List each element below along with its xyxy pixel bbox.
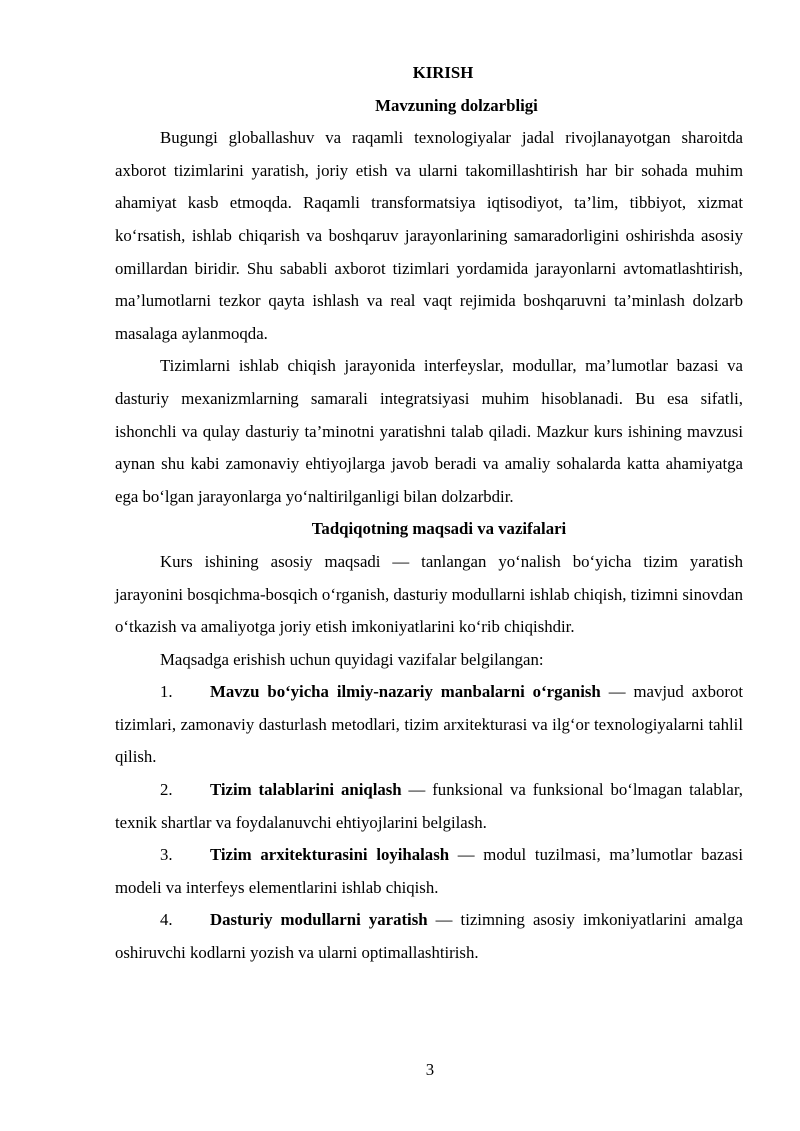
task-item-4: [115, 904, 743, 969]
task-number: 3.: [160, 845, 173, 865]
task-heading: Tizim arxitekturasini loyihalash: [210, 845, 450, 865]
task-heading: Mavzu bo‘yicha ilmiy-nazariy manbalarni o‘rganish: [210, 682, 601, 702]
task-description: — tizimning asosiy imkoniyatlarini amalga oshiruvchi kodlarni yozish va ularni optimallashtirish.: [115, 910, 743, 963]
task-item-1: [115, 676, 743, 774]
task-heading: Tizim talablarini aniqlash: [210, 780, 402, 800]
intro-paragraph-1: Bugungi globallashuv va raqamli texnologiyalar jadal rivojlanayotgan sharoitda axborot tizimlarini yaratish, joriy etish va ularni takomillashtirish har bir sohada muhim ahamiyat kasb etmoqda. Raqamli transformatsiya iqtisodiyot, ta’lim, tibbiyot, xizmat ko‘rsatish, ishlab chiqarish va boshqaruv jarayonlarining samaradorligini oshirishda asosiy omillardan biridir. Shu sababli axborot tizimlari yordamida jarayonlarni avtomatlashtirish, ma’lumotlarni tezkor qayta ishlash va real vaqt rejimida boshqaruvni ta’minlash dolzarb masalaga aylanmoqda.: [115, 128, 743, 343]
intro-paragraph-2: Tizimlarni ishlab chiqish jarayonida interfeyslar, modullar, ma’lumotlar bazasi va dasturiy mexanizmlarning samarali integratsiyasi muhim hisoblanadi. Bu esa sifatli, ishonchli va qulay dasturiy ta’minotni yaratishni talab qiladi. Mazkur kurs ishining mavzusi aynan shu kabi zamonaviy ehtiyojlarga javob beradi va amaliy sohalarda katta ahamiyatga ega bo‘lgan jarayonlarga yo‘naltirilganligi bilan dolzarbdir.: [115, 356, 743, 506]
task-description: — modul tuzilmasi, ma’lumotlar bazasi modeli va interfeys elementlarini ishlab chiqish.: [115, 845, 743, 897]
page-content: [115, 57, 743, 970]
task-description: — mavjud axborot tizimlari, zamonaviy dasturlash metodlari, tizim arxitekturasi va ilg‘or texnologiyalarni tahlil qilish.: [115, 682, 744, 767]
task-number: 4.: [160, 910, 173, 930]
chapter-title: KIRISH: [412, 63, 474, 82]
task-item-2: [115, 774, 743, 839]
task-description: — funksional va funksional bo‘lmagan talablar, texnik shartlar va foydalanuvchi ehtiyojlarini belgilash.: [115, 780, 743, 832]
tasks-intro-paragraph: Maqsadga erishish uchun quyidagi vazifalar belgilangan:: [160, 649, 544, 669]
task-number: 2.: [160, 780, 173, 800]
task-number: 1.: [160, 682, 173, 702]
task-heading: Dasturiy modullarni yaratish: [210, 910, 428, 930]
goal-paragraph: Kurs ishining asosiy maqsadi — tanlangan yo‘nalish bo‘yicha tizim yaratish jarayonini bosqichma-bosqich o‘rganish, dasturiy modullarni ishlab chiqish, tizimni sinovdan o‘tkazish va amaliyotga joriy etish imkoniyatlarini ko‘rib chiqishdir.: [115, 551, 743, 637]
subtitle-relevance: Mavzuning dolzarbligi: [375, 95, 538, 115]
section-title-goals: Tadqiqotning maqsadi va vazifalari: [311, 519, 567, 539]
page-number: 3: [425, 1060, 435, 1079]
task-item-3: [115, 839, 743, 904]
